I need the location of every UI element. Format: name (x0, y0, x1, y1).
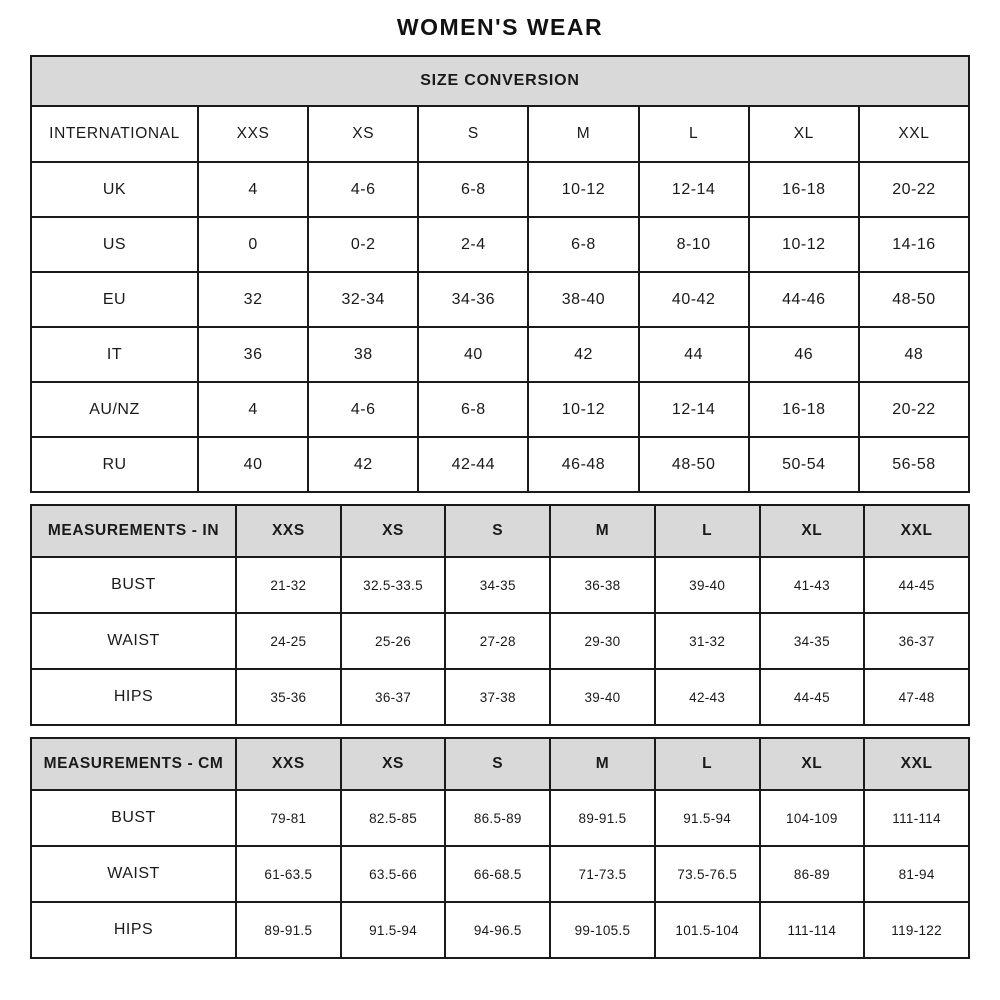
measure-cell: 37-38 (445, 669, 550, 725)
measure-cell: 41-43 (760, 557, 865, 613)
measure-cell: 36-38 (550, 557, 655, 613)
conv-cell: 40 (198, 437, 308, 492)
conv-cell: 36 (198, 327, 308, 382)
conv-cell: 2-4 (418, 217, 528, 272)
measure-cell: 31-32 (655, 613, 760, 669)
table-row (31, 613, 969, 669)
size-header-cell: XL (760, 505, 865, 557)
conv-cell: 48-50 (639, 437, 749, 492)
conv-cell: 4 (198, 162, 308, 217)
table-row (31, 272, 969, 327)
measure-cell: 32.5-33.5 (341, 557, 446, 613)
measurements-in-header-row (31, 505, 969, 557)
size-conversion-title: SIZE CONVERSION (31, 56, 969, 106)
measure-cell: 42-43 (655, 669, 760, 725)
size-header-cell: XS (341, 738, 446, 790)
conv-cell: 38-40 (528, 272, 638, 327)
row-label-cell: EU (31, 272, 198, 327)
table-row (31, 557, 969, 613)
measure-cell: 119-122 (864, 902, 969, 958)
measure-cell: 66-68.5 (445, 846, 550, 902)
conv-cell: 46 (749, 327, 859, 382)
conv-cell: 8-10 (639, 217, 749, 272)
measure-cell: 89-91.5 (550, 790, 655, 846)
table-row (31, 669, 969, 725)
table-row (31, 902, 969, 958)
measurements-in-title: MEASUREMENTS - IN (31, 505, 236, 557)
measure-cell: 47-48 (864, 669, 969, 725)
measure-cell: 61-63.5 (236, 846, 341, 902)
row-label-cell: US (31, 217, 198, 272)
sizes-header-row (31, 106, 969, 162)
measure-cell: 104-109 (760, 790, 865, 846)
table-row (31, 382, 969, 437)
conv-cell: 10-12 (528, 162, 638, 217)
measure-cell: 91.5-94 (341, 902, 446, 958)
table-row (31, 217, 969, 272)
conv-cell: 32 (198, 272, 308, 327)
measure-cell: 39-40 (655, 557, 760, 613)
measure-cell: 94-96.5 (445, 902, 550, 958)
measure-cell: 71-73.5 (550, 846, 655, 902)
table-row (31, 327, 969, 382)
conv-cell: 38 (308, 327, 418, 382)
conv-cell: 48 (859, 327, 969, 382)
size-header-cell: S (445, 505, 550, 557)
table-row (31, 162, 969, 217)
measure-cell: 36-37 (864, 613, 969, 669)
size-header-cell: M (528, 106, 638, 162)
row-label-cell: WAIST (31, 613, 236, 669)
conv-cell: 50-54 (749, 437, 859, 492)
measure-cell: 99-105.5 (550, 902, 655, 958)
measure-cell: 34-35 (445, 557, 550, 613)
conv-cell: 44-46 (749, 272, 859, 327)
conv-cell: 14-16 (859, 217, 969, 272)
size-header-cell: XXS (198, 106, 308, 162)
row-label-cell: BUST (31, 557, 236, 613)
row-label-cell: AU/NZ (31, 382, 198, 437)
conv-cell: 20-22 (859, 162, 969, 217)
measure-cell: 21-32 (236, 557, 341, 613)
conv-cell: 56-58 (859, 437, 969, 492)
table-row (31, 846, 969, 902)
size-header-cell: XXS (236, 738, 341, 790)
row-label-cell: HIPS (31, 669, 236, 725)
conv-cell: 40 (418, 327, 528, 382)
row-label-cell: HIPS (31, 902, 236, 958)
size-header-cell: M (550, 505, 655, 557)
measure-cell: 29-30 (550, 613, 655, 669)
conv-cell: 42 (528, 327, 638, 382)
measure-cell: 101.5-104 (655, 902, 760, 958)
measure-cell: 27-28 (445, 613, 550, 669)
size-header-cell: L (655, 738, 760, 790)
measure-cell: 111-114 (864, 790, 969, 846)
measure-cell: 36-37 (341, 669, 446, 725)
size-header-cell: XXL (859, 106, 969, 162)
measure-cell: 82.5-85 (341, 790, 446, 846)
size-header-cell: L (655, 505, 760, 557)
conv-cell: 42 (308, 437, 418, 492)
size-header-cell: S (445, 738, 550, 790)
conv-cell: 46-48 (528, 437, 638, 492)
measure-cell: 111-114 (760, 902, 865, 958)
measure-cell: 81-94 (864, 846, 969, 902)
measure-cell: 89-91.5 (236, 902, 341, 958)
conv-cell: 42-44 (418, 437, 528, 492)
conv-cell: 12-14 (639, 382, 749, 437)
size-header-cell: M (550, 738, 655, 790)
row-label-cell: WAIST (31, 846, 236, 902)
conv-cell: 0-2 (308, 217, 418, 272)
measurements-cm-header-row (31, 738, 969, 790)
size-conversion-banner-row (31, 56, 969, 106)
conv-cell: 10-12 (528, 382, 638, 437)
size-header-cell: XL (749, 106, 859, 162)
measure-cell: 44-45 (760, 669, 865, 725)
size-header-cell: XS (308, 106, 418, 162)
international-label: INTERNATIONAL (31, 106, 198, 162)
conv-cell: 4 (198, 382, 308, 437)
conv-cell: 16-18 (749, 382, 859, 437)
row-label-cell: RU (31, 437, 198, 492)
measure-cell: 44-45 (864, 557, 969, 613)
measurements-cm-table (30, 737, 970, 959)
measure-cell: 34-35 (760, 613, 865, 669)
measure-cell: 25-26 (341, 613, 446, 669)
conv-cell: 48-50 (859, 272, 969, 327)
measurements-in-table (30, 504, 970, 726)
measure-cell: 73.5-76.5 (655, 846, 760, 902)
size-header-cell: S (418, 106, 528, 162)
size-header-cell: XXL (864, 505, 969, 557)
size-header-cell: XXL (864, 738, 969, 790)
conv-cell: 16-18 (749, 162, 859, 217)
conv-cell: 32-34 (308, 272, 418, 327)
size-header-cell: L (639, 106, 749, 162)
conv-cell: 34-36 (418, 272, 528, 327)
page-title: WOMEN'S WEAR (396, 14, 604, 40)
conv-cell: 0 (198, 217, 308, 272)
row-label-cell: IT (31, 327, 198, 382)
measure-cell: 86.5-89 (445, 790, 550, 846)
conv-cell: 10-12 (749, 217, 859, 272)
conv-cell: 6-8 (418, 382, 528, 437)
size-header-cell: XS (341, 505, 446, 557)
size-header-cell: XXS (236, 505, 341, 557)
measure-cell: 39-40 (550, 669, 655, 725)
size-header-cell: XL (760, 738, 865, 790)
size-conversion-table (30, 55, 970, 493)
conv-cell: 4-6 (308, 382, 418, 437)
conv-cell: 40-42 (639, 272, 749, 327)
conv-cell: 44 (639, 327, 749, 382)
measure-cell: 79-81 (236, 790, 341, 846)
measurements-cm-title: MEASUREMENTS - CM (31, 738, 236, 790)
measure-cell: 86-89 (760, 846, 865, 902)
measure-cell: 24-25 (236, 613, 341, 669)
measure-cell: 91.5-94 (655, 790, 760, 846)
conv-cell: 4-6 (308, 162, 418, 217)
measure-cell: 63.5-66 (341, 846, 446, 902)
table-row (31, 437, 969, 492)
conv-cell: 6-8 (528, 217, 638, 272)
conv-cell: 12-14 (639, 162, 749, 217)
conv-cell: 6-8 (418, 162, 528, 217)
table-row (31, 790, 969, 846)
row-label-cell: BUST (31, 790, 236, 846)
row-label-cell: UK (31, 162, 198, 217)
measure-cell: 35-36 (236, 669, 341, 725)
conv-cell: 20-22 (859, 382, 969, 437)
